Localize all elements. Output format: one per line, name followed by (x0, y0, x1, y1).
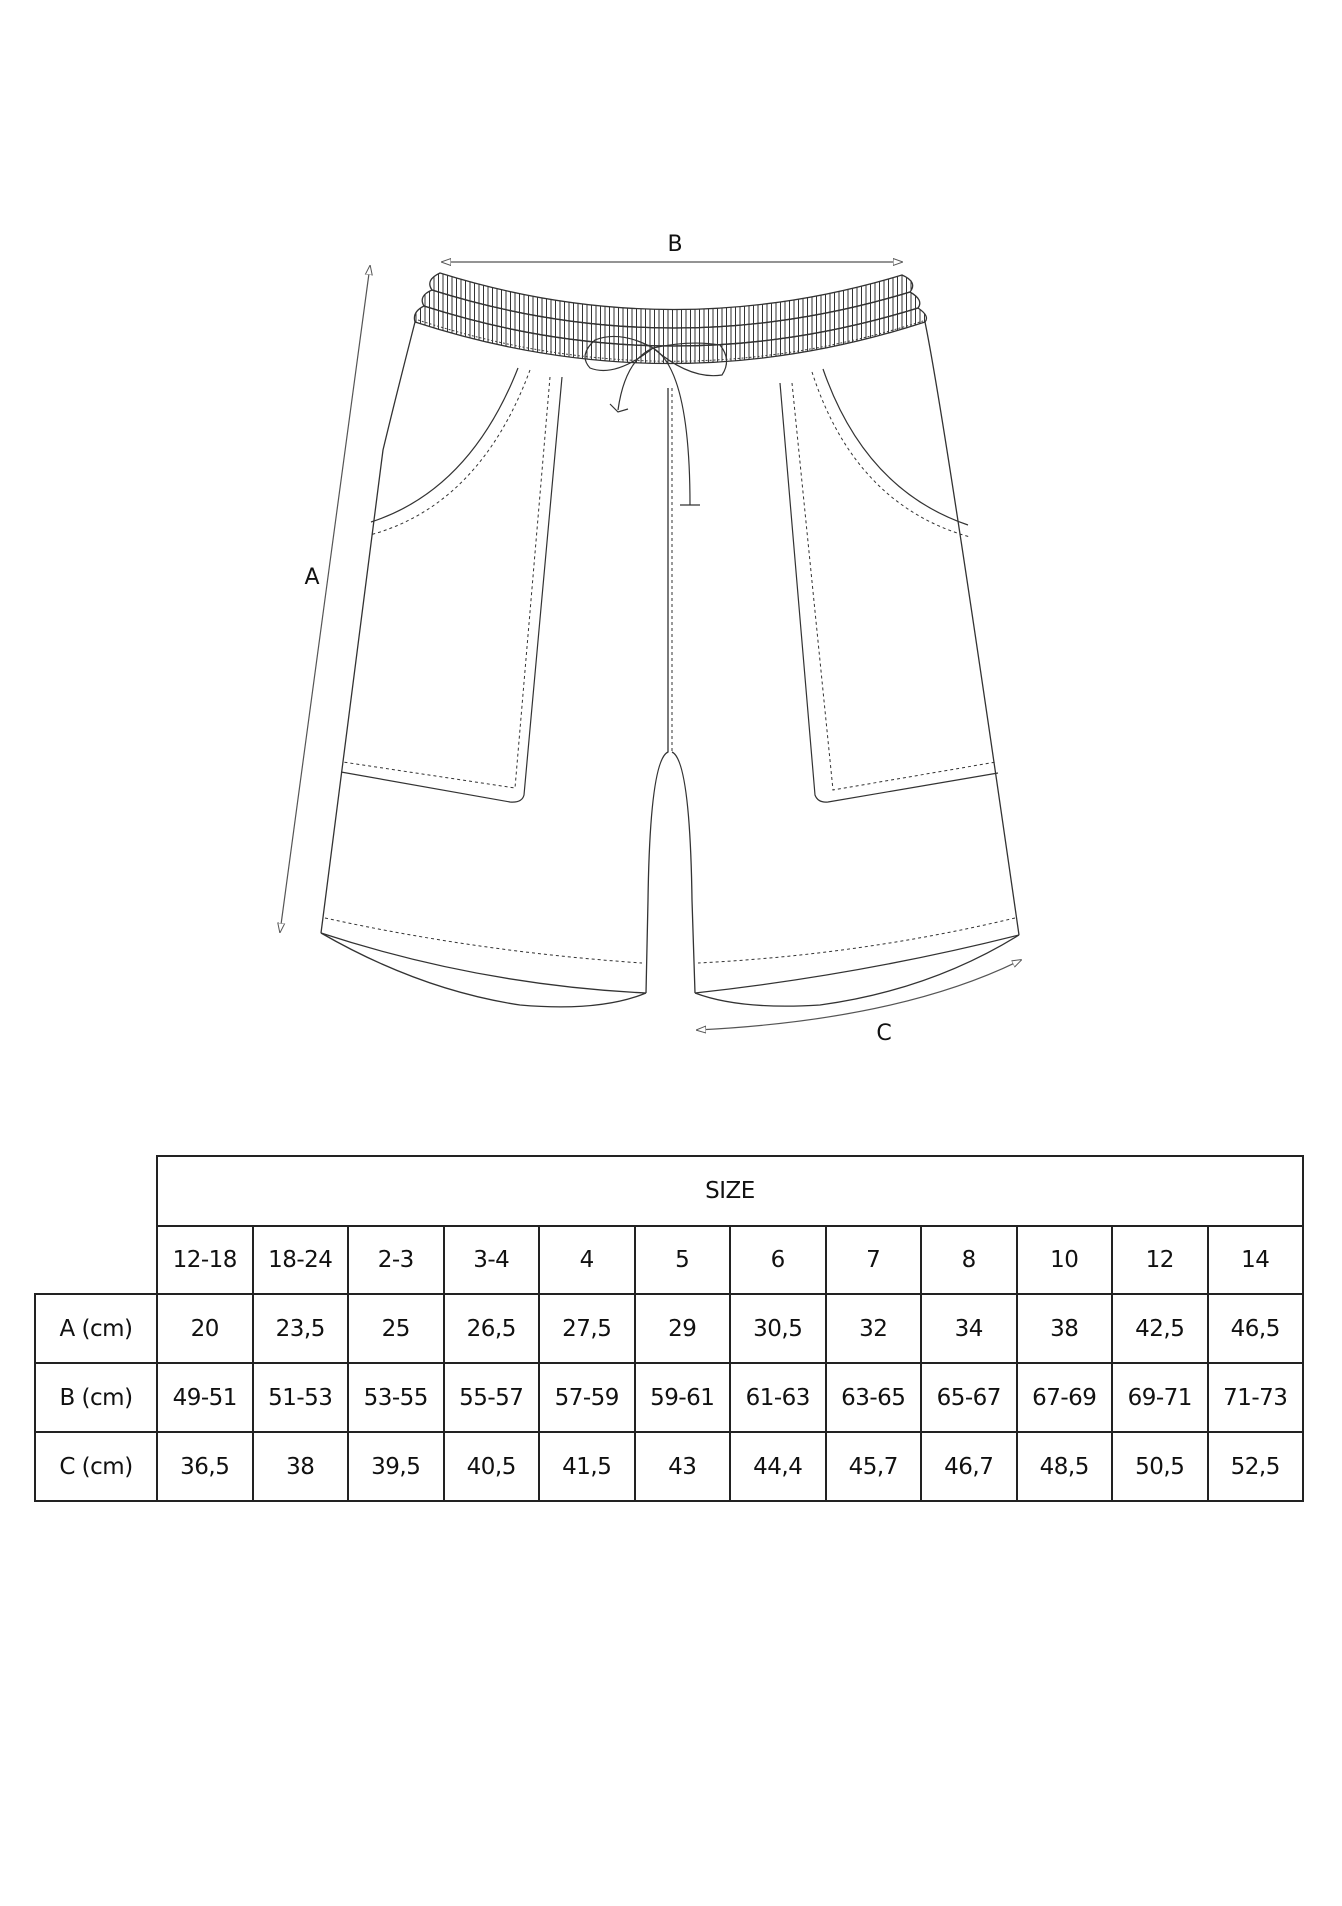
label-a: A (304, 565, 320, 590)
table-cell: 43 (635, 1432, 731, 1501)
table-cell: 50,5 (1112, 1432, 1208, 1501)
table-corner-blank (35, 1156, 157, 1226)
table-cell: 23,5 (253, 1294, 349, 1363)
measure-arrow-c (697, 960, 1021, 1030)
size-cell: 3-4 (444, 1226, 540, 1294)
table-cell: 29 (635, 1294, 731, 1363)
left-pocket (341, 368, 562, 802)
table-cell: 53-55 (348, 1363, 444, 1432)
table-cell: 48,5 (1017, 1432, 1113, 1501)
table-cell: 52,5 (1208, 1432, 1304, 1501)
table-cell: 65-67 (921, 1363, 1017, 1432)
table-row-a (35, 1294, 1303, 1363)
size-cell: 5 (635, 1226, 731, 1294)
table-cell: 69-71 (1112, 1363, 1208, 1432)
label-b: B (667, 232, 683, 257)
row-label: A (cm) (35, 1294, 157, 1363)
size-cell: 4 (539, 1226, 635, 1294)
size-cell: 12-18 (157, 1226, 253, 1294)
table-cell: 38 (253, 1432, 349, 1501)
row-label: C (cm) (35, 1432, 157, 1501)
table-cell: 55-57 (444, 1363, 540, 1432)
table-cell: 57-59 (539, 1363, 635, 1432)
size-cell: 10 (1017, 1226, 1113, 1294)
sizes-row (35, 1226, 1303, 1294)
table-cell: 30,5 (730, 1294, 826, 1363)
size-cell: 8 (921, 1226, 1017, 1294)
table-row-b (35, 1363, 1303, 1432)
size-cell: 18-24 (253, 1226, 349, 1294)
table-cell: 32 (826, 1294, 922, 1363)
table-cell: 46,7 (921, 1432, 1017, 1501)
table-row-c (35, 1432, 1303, 1501)
table-cell: 42,5 (1112, 1294, 1208, 1363)
table-cell: 41,5 (539, 1432, 635, 1501)
table-corner-blank (35, 1226, 157, 1294)
table-cell: 46,5 (1208, 1294, 1304, 1363)
table-cell: 27,5 (539, 1294, 635, 1363)
table-cell: 49-51 (157, 1363, 253, 1432)
size-cell: 2-3 (348, 1226, 444, 1294)
table-cell: 20 (157, 1294, 253, 1363)
size-chart-table (34, 1155, 1304, 1502)
size-cell: 12 (1112, 1226, 1208, 1294)
table-cell: 38 (1017, 1294, 1113, 1363)
table-cell: 61-63 (730, 1363, 826, 1432)
table-cell: 71-73 (1208, 1363, 1304, 1432)
table-cell: 44,4 (730, 1432, 826, 1501)
row-label: B (cm) (35, 1363, 157, 1432)
table-cell: 45,7 (826, 1432, 922, 1501)
table-cell: 36,5 (157, 1432, 253, 1501)
label-c: C (876, 1021, 892, 1046)
waistband (414, 273, 926, 364)
table-header-row (35, 1156, 1303, 1226)
size-cell: 7 (826, 1226, 922, 1294)
table-cell: 39,5 (348, 1432, 444, 1501)
table-cell: 59-61 (635, 1363, 731, 1432)
table-cell: 25 (348, 1294, 444, 1363)
size-header: SIZE (157, 1156, 1303, 1226)
right-pocket (780, 369, 998, 802)
size-cell: 6 (730, 1226, 826, 1294)
size-cell: 14 (1208, 1226, 1304, 1294)
table-cell: 26,5 (444, 1294, 540, 1363)
measure-arrow-a (280, 266, 370, 932)
right-leg (672, 322, 1019, 1006)
table-cell: 34 (921, 1294, 1017, 1363)
table-cell: 40,5 (444, 1432, 540, 1501)
table-cell: 63-65 (826, 1363, 922, 1432)
left-leg (321, 322, 672, 1007)
table-cell: 67-69 (1017, 1363, 1113, 1432)
table-cell: 51-53 (253, 1363, 349, 1432)
